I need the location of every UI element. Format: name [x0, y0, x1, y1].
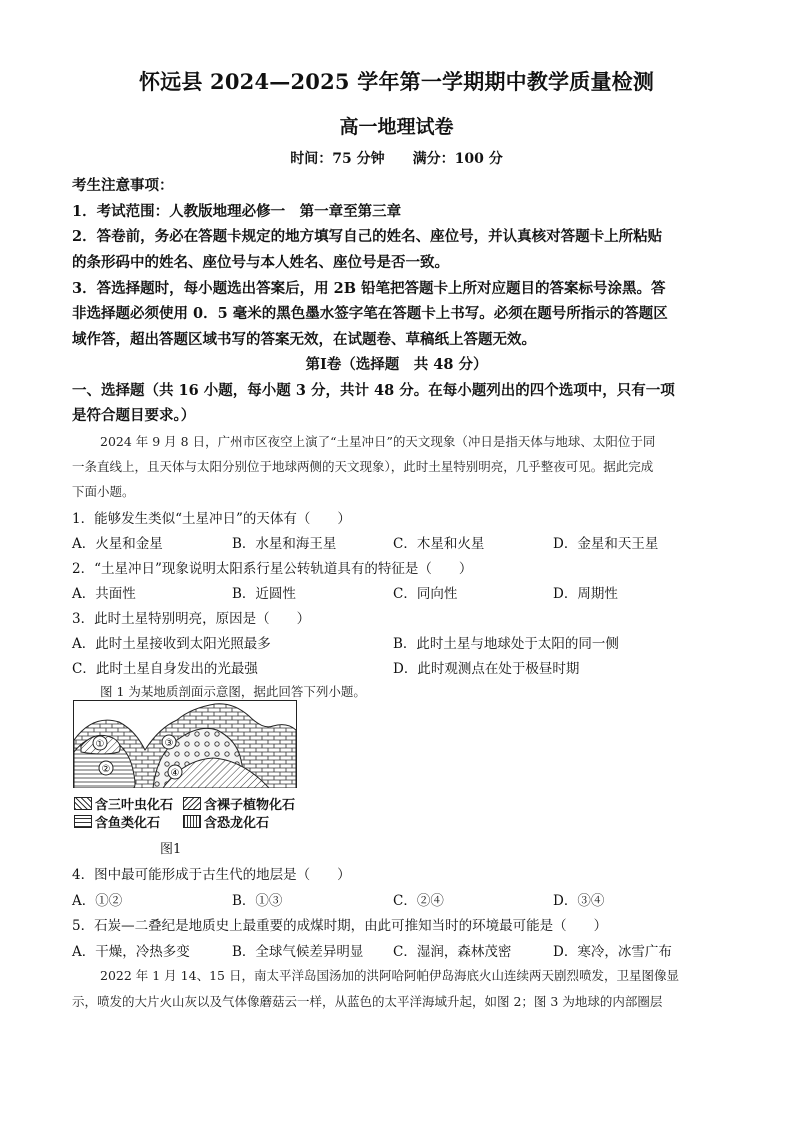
q2-option-c: C．同向性: [393, 586, 458, 602]
notes-item-3-cont-2: 域作答，超出答题区域书写的答案无效，在试题卷、草稿纸上答题无效。: [72, 331, 536, 348]
legend-gymnosperm: [183, 794, 295, 813]
passage2-line-2: 示，喷发的大片火山灰以及气体像蘑菇云一样，从蓝色的太平洋海域升起，如图 2；图 3 为地球的内部圈层: [72, 994, 663, 1009]
q4-option-d: D．③④: [553, 893, 605, 909]
passage1-line-1: 2024 年 9 月 8 日，广州市区夜空上演了“土星冲日”的天文现象（冲日是指天体与地球、太阳位于同: [100, 434, 656, 449]
passage2-line-1: 2022 年 1 月 14、15 日，南太平洋岛国汤加的洪阿哈阿帕伊岛海底火山连续两天剧烈喷发，卫星图像显: [100, 968, 679, 983]
legend-trilobite: [74, 794, 173, 813]
q4-option-b: B．①③: [232, 893, 283, 909]
section-intro-1: 一、选择题（共 16 小题，每小题 3 分，共计 48 分。在每小题列出的四个选项中，只有一项: [72, 382, 675, 399]
figure1-caption: 图1: [160, 842, 182, 857]
legend-fish: [74, 812, 160, 831]
marker-2: ②: [101, 764, 111, 775]
notes-item-3: 3．答选择题时，每小题选出答案后，用 2B 铅笔把答题卡上所对应题目的答案标号涂黑。答: [72, 280, 666, 297]
q3-option-a: A．此时土星接收到太阳光照最多: [72, 636, 271, 652]
q3-option-c: C．此时土星自身发出的光最强: [72, 661, 258, 677]
q5-option-d: D．寒冷，冰雪广布: [553, 944, 672, 960]
q5-option-b: B．全球气候差异明显: [232, 944, 364, 960]
geologic-profile-figure: [73, 700, 297, 788]
q2-option-a: A．共面性: [72, 586, 136, 602]
notes-heading: 考生注意事项：: [72, 177, 174, 194]
q5-option-c: C．湿润，森林茂密: [393, 944, 512, 960]
legend-trilobite-swatch: [74, 797, 92, 810]
marker-4: ④: [170, 768, 180, 779]
exam-subtitle: 高一地理试卷: [339, 116, 454, 138]
notes-item-1: 1．考试范围：人教版地理必修一 第一章至第三章: [72, 203, 402, 220]
passage1-line-3: 下面小题。: [72, 484, 135, 499]
exam-meta: 时间：75 分钟 满分：100 分: [290, 151, 503, 167]
q1-option-b: B．水星和海王星: [232, 536, 337, 552]
q1-option-a: A．火星和金星: [72, 536, 163, 552]
q2-stem: 2．“土星冲日”现象说明太阳系行星公转轨道具有的特征是（ ）: [72, 561, 473, 577]
notes-item-2-cont: 的条形码中的姓名、座位号与本人姓名、座位号是否一致。: [72, 254, 449, 271]
notes-item-2: 2．答卷前，务必在答题卡规定的地方填写自己的姓名、座位号，并认真核对答题卡上所粘贴: [72, 228, 663, 245]
marker-1: ①: [95, 739, 105, 750]
legend-fish-label: 含鱼类化石: [95, 816, 161, 831]
q5-option-a: A．干燥，冷热多变: [72, 944, 190, 960]
notes-item-3-cont-1: 非选择题必须使用 0．5 毫米的黑色墨水签字笔在答题卡上书写。必须在题号所指示的答题区: [72, 305, 668, 322]
q3-option-b: B．此时土星与地球处于太阳的同一侧: [393, 636, 619, 652]
legend-trilobite-label: 含三叶虫化石: [95, 798, 174, 813]
legend-gymnosperm-swatch: [183, 797, 201, 810]
legend-gymnosperm-label: 含裸子植物化石: [204, 798, 296, 813]
q3-option-d: D．此时观测点在处于极昼时期: [393, 661, 580, 677]
exam-title: 怀远县 2024—2025 学年第一学期期中教学质量检测: [138, 69, 655, 94]
legend-dinosaur-label: 含恐龙化石: [204, 816, 270, 831]
legend-fish-swatch: [74, 815, 92, 828]
q1-stem: 1．能够发生类似“土星冲日”的天体有（ ）: [72, 511, 351, 527]
q2-option-b: B．近圆性: [232, 586, 296, 602]
section-intro-2: 是符合题目要求。）: [72, 407, 196, 424]
passage1-line-2: 一条直线上，且天体与太阳分别位于地球两侧的天文现象），此时土星特别明亮，几乎整夜可见。据此完成: [72, 459, 654, 474]
section-title: 第Ⅰ卷（选择题 共 48 分）: [305, 356, 488, 373]
q4-option-a: A．①②: [72, 893, 123, 909]
figure1-intro: 图 1 为某地质剖面示意图，据此回答下列小题。: [100, 684, 366, 699]
legend-dinosaur-swatch: [183, 815, 201, 828]
q4-stem: 4．图中最可能形成于古生代的地层是（ ）: [72, 867, 351, 883]
q5-stem: 5．石炭—二叠纪是地质史上最重要的成煤时期，由此可推知当时的环境最可能是（ ）: [72, 918, 608, 934]
q2-option-d: D．周期性: [553, 586, 618, 602]
legend-dinosaur: [183, 812, 269, 831]
q3-stem: 3．此时土星特别明亮，原因是（ ）: [72, 611, 311, 627]
q1-option-c: C．木星和火星: [393, 536, 485, 552]
q1-option-d: D．金星和天王星: [553, 536, 659, 552]
q4-option-c: C．②④: [393, 893, 444, 909]
marker-3: ③: [164, 738, 174, 749]
